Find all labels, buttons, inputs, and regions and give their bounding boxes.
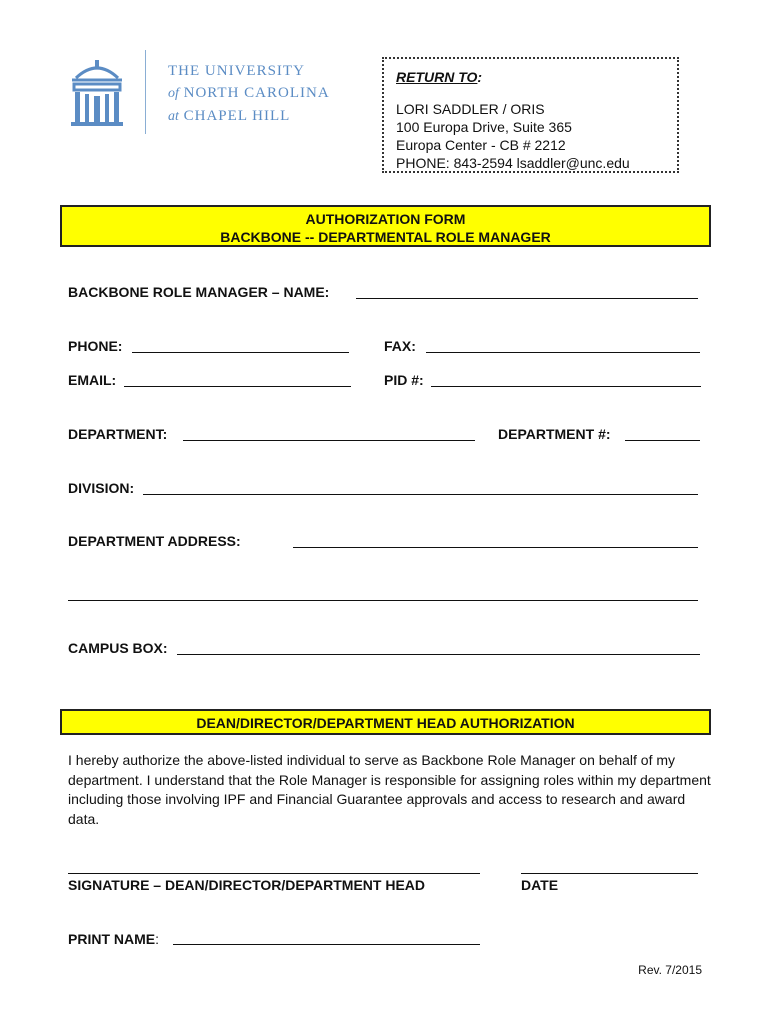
manager-name-label: BACKBONE ROLE MANAGER – NAME: — [68, 284, 330, 300]
form-title-bar — [60, 205, 711, 247]
dean-authorization-title: DEAN/DIRECTOR/DEPARTMENT HEAD AUTHORIZATION — [196, 715, 575, 731]
signature-label: SIGNATURE – DEAN/DIRECTOR/DEPARTMENT HEAD — [68, 877, 426, 893]
campus-box-label: CAMPUS BOX: — [68, 640, 168, 656]
print-name-field[interactable] — [173, 944, 480, 945]
return-line-name: LORI SADDLER / ORIS — [396, 101, 545, 117]
print-name-label-text: PRINT NAME — [68, 931, 156, 947]
fax-label: FAX: — [384, 338, 416, 354]
phone-label: PHONE: — [68, 338, 123, 354]
logo-line-3-text: CHAPEL HILL — [183, 108, 291, 124]
division-field[interactable] — [143, 494, 698, 495]
department-address-label: DEPARTMENT ADDRESS: — [68, 533, 241, 549]
email-label: EMAIL: — [68, 372, 117, 388]
authorization-statement: I hereby authorize the above-listed individual to serve as Backbone Role Manager on behalf of my department. I understand that the Role Manager is responsible for assigning roles within my department including those involving IPF and Financial Guarantee approvals and access to research and award data. — [68, 752, 711, 827]
logo-divider — [145, 50, 146, 134]
form-title-line-2: BACKBONE -- DEPARTMENTAL ROLE MANAGER — [220, 229, 551, 245]
return-to-title: RETURN TO: — [396, 69, 483, 85]
form-title-line-1: AUTHORIZATION FORM — [305, 211, 466, 227]
university-name — [168, 60, 330, 128]
campus-box-field[interactable] — [177, 654, 700, 655]
manager-name-field[interactable] — [356, 298, 698, 299]
pid-field[interactable] — [431, 386, 701, 387]
department-label: DEPARTMENT: — [68, 426, 168, 442]
phone-field[interactable] — [132, 352, 349, 353]
department-field[interactable] — [183, 440, 475, 441]
date-field[interactable] — [521, 873, 698, 874]
print-name-colon: : — [155, 931, 160, 947]
signature-field[interactable] — [68, 873, 480, 874]
dean-authorization-bar — [60, 709, 711, 735]
return-line-center: Europa Center - CB # 2212 — [396, 137, 566, 153]
print-name-label — [68, 931, 159, 947]
return-line-contact: PHONE: 843-2594 lsaddler@unc.edu — [396, 155, 630, 171]
return-line-address: 100 Europa Drive, Suite 365 — [396, 119, 572, 135]
return-to-colon: : — [477, 69, 483, 85]
logo-line-2-text: NORTH CAROLINA — [183, 85, 330, 101]
department-number-field[interactable] — [625, 440, 700, 441]
fax-field[interactable] — [426, 352, 700, 353]
old-well-icon — [66, 56, 128, 130]
return-to-box — [382, 57, 679, 173]
logo-line-1: THE UNIVERSITY — [168, 63, 305, 79]
department-address-field-2[interactable] — [68, 600, 698, 601]
email-field[interactable] — [124, 386, 351, 387]
department-number-label: DEPARTMENT #: — [498, 426, 611, 442]
logo-line-3 — [168, 105, 330, 128]
logo-line-3-prefix: at — [168, 109, 179, 124]
division-label: DIVISION: — [68, 480, 135, 496]
revision-date: Rev. 7/2015 — [638, 963, 702, 977]
logo-line-2-prefix: of — [168, 86, 179, 101]
date-label: DATE — [521, 877, 559, 893]
department-address-field-1[interactable] — [293, 547, 698, 548]
logo-line-2 — [168, 82, 330, 105]
pid-label: PID #: — [384, 372, 424, 388]
